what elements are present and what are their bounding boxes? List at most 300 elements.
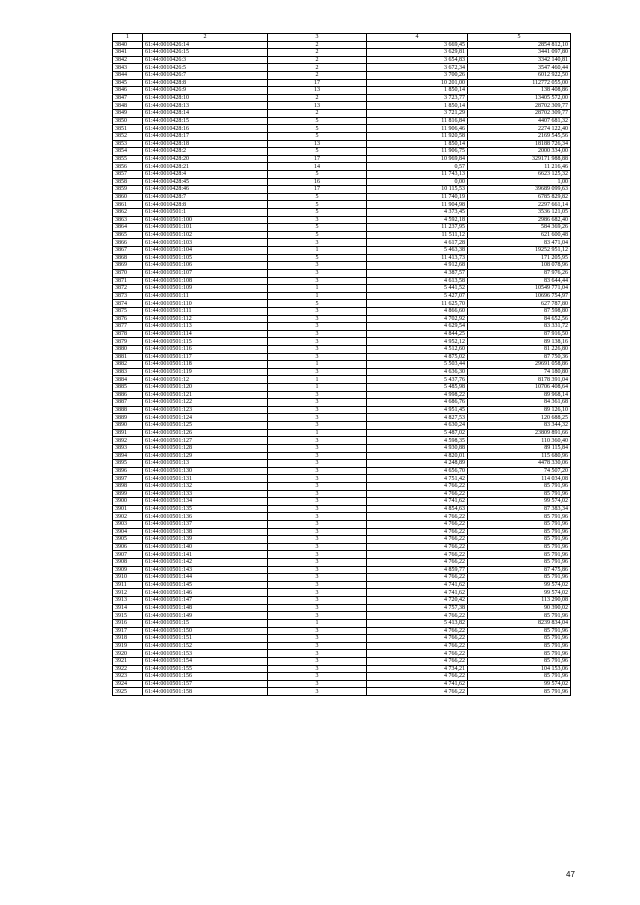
table-cell: 4 766,22 bbox=[367, 543, 468, 551]
table-row bbox=[113, 673, 571, 681]
table-cell: 108 078,96 bbox=[468, 262, 571, 270]
table-cell: 61:44:0010501:110 bbox=[143, 300, 268, 308]
table-cell: 6785 829,82 bbox=[468, 193, 571, 201]
table-cell: 16 bbox=[268, 178, 367, 186]
table-cell: 10696 754,97 bbox=[468, 292, 571, 300]
table-cell: 3915 bbox=[113, 612, 143, 620]
table-cell: 4 512,60 bbox=[367, 345, 468, 353]
table-cell: 4 757,38 bbox=[367, 604, 468, 612]
table-cell: 61:44:0010428:13 bbox=[143, 102, 268, 110]
table-cell: 61:44:0010428:2 bbox=[143, 148, 268, 156]
table-cell: 4 998,22 bbox=[367, 391, 468, 399]
table-cell: 61:44:0010501:11 bbox=[143, 292, 268, 300]
table-cell: 3 bbox=[268, 368, 367, 376]
table-cell: 83 471,04 bbox=[468, 239, 571, 247]
table-cell: 329171 988,88 bbox=[468, 155, 571, 163]
table-cell: 61:44:0010501:150 bbox=[143, 627, 268, 635]
table-row bbox=[113, 604, 571, 612]
table-cell: 5 503,44 bbox=[367, 361, 468, 369]
table-cell: 3 bbox=[268, 269, 367, 277]
table-row bbox=[113, 574, 571, 582]
table-row bbox=[113, 148, 571, 156]
table-cell: 3 bbox=[268, 635, 367, 643]
table-cell: 3886 bbox=[113, 391, 143, 399]
table-cell: 74 180,80 bbox=[468, 368, 571, 376]
table-cell: 3 bbox=[268, 239, 367, 247]
table-cell: 61:44:0010501:145 bbox=[143, 581, 268, 589]
table-row bbox=[113, 110, 571, 118]
table-cell: 85 791,96 bbox=[468, 536, 571, 544]
table-cell: 3 669,45 bbox=[367, 41, 468, 49]
table-cell: 4 827,53 bbox=[367, 414, 468, 422]
table-row bbox=[113, 384, 571, 392]
table-cell: 8239 834,04 bbox=[468, 619, 571, 627]
table-cell: 3 bbox=[268, 406, 367, 414]
table-cell: 3 bbox=[268, 551, 367, 559]
table-cell: 3 bbox=[268, 482, 367, 490]
table-cell: 61:44:0010426:7 bbox=[143, 72, 268, 80]
table-row bbox=[113, 406, 571, 414]
table-row bbox=[113, 429, 571, 437]
table-cell: 3 672,34 bbox=[367, 64, 468, 72]
table-cell: 3 bbox=[268, 505, 367, 513]
table-cell: 5 bbox=[268, 254, 367, 262]
table-cell: 4 373,45 bbox=[367, 209, 468, 217]
table-cell: 3 bbox=[268, 467, 367, 475]
table-cell: 11 816,84 bbox=[367, 117, 468, 125]
table-row bbox=[113, 460, 571, 468]
table-cell: 10706 408,64 bbox=[468, 384, 571, 392]
table-cell: 584 369,26 bbox=[468, 224, 571, 232]
table-row bbox=[113, 140, 571, 148]
table-cell: 4 248,89 bbox=[367, 460, 468, 468]
table-cell: 61:44:0010501:101 bbox=[143, 224, 268, 232]
table-cell: 4 766,22 bbox=[367, 627, 468, 635]
table-row bbox=[113, 589, 571, 597]
table-cell: 83 344,32 bbox=[468, 422, 571, 430]
table-cell: 4 952,12 bbox=[367, 338, 468, 346]
table-cell: 3 bbox=[268, 422, 367, 430]
table-cell: 3917 bbox=[113, 627, 143, 635]
table-cell: 3904 bbox=[113, 528, 143, 536]
table-cell: 11 237,95 bbox=[367, 224, 468, 232]
table-cell: 3855 bbox=[113, 155, 143, 163]
table-cell: 3874 bbox=[113, 300, 143, 308]
table-cell: 89 115,84 bbox=[468, 444, 571, 452]
table-cell: 3 bbox=[268, 543, 367, 551]
table-cell: 13 bbox=[268, 140, 367, 148]
table-cell: 3912 bbox=[113, 589, 143, 597]
table-cell: 3859 bbox=[113, 186, 143, 194]
table-cell: 3 bbox=[268, 391, 367, 399]
table-cell: 61:44:0010501:123 bbox=[143, 406, 268, 414]
table-cell: 6012 922,50 bbox=[468, 72, 571, 80]
table-row bbox=[113, 345, 571, 353]
table-cell: 11 625,70 bbox=[367, 300, 468, 308]
table-row bbox=[113, 498, 571, 506]
table-cell: 61:44:0010501:134 bbox=[143, 498, 268, 506]
table-cell: 3 bbox=[268, 444, 367, 452]
table-row bbox=[113, 612, 571, 620]
table-cell: 87 976,26 bbox=[468, 269, 571, 277]
table-cell: 5 441,52 bbox=[367, 285, 468, 293]
table-cell: 89 138,16 bbox=[468, 338, 571, 346]
table-cell: 5 437,76 bbox=[367, 376, 468, 384]
table-cell: 3910 bbox=[113, 574, 143, 582]
table-cell: 3843 bbox=[113, 64, 143, 72]
table-cell: 3895 bbox=[113, 460, 143, 468]
table-cell: 4 844,25 bbox=[367, 330, 468, 338]
table-cell: 3896 bbox=[113, 467, 143, 475]
table-row bbox=[113, 505, 571, 513]
table-cell: 11 906,46 bbox=[367, 125, 468, 133]
table-cell: 85 791,96 bbox=[468, 528, 571, 536]
table-cell: 61:44:0010501:147 bbox=[143, 597, 268, 605]
table-cell: 61:44:0010501:130 bbox=[143, 467, 268, 475]
table-row bbox=[113, 224, 571, 232]
table-cell: 61:44:0010501:142 bbox=[143, 559, 268, 567]
table-cell: 3 bbox=[268, 612, 367, 620]
table-cell: 61:44:0010501:105 bbox=[143, 254, 268, 262]
table-cell: 3866 bbox=[113, 239, 143, 247]
table-cell: 3441 097,80 bbox=[468, 49, 571, 57]
table-row bbox=[113, 56, 571, 64]
table-cell: 85 791,96 bbox=[468, 627, 571, 635]
table-cell: 8178 391,04 bbox=[468, 376, 571, 384]
table-row bbox=[113, 323, 571, 331]
table-cell: 3883 bbox=[113, 368, 143, 376]
table-row bbox=[113, 361, 571, 369]
table-cell: 3847 bbox=[113, 94, 143, 102]
table-cell: 3846 bbox=[113, 87, 143, 95]
table-row bbox=[113, 132, 571, 140]
table-cell: 3 bbox=[268, 216, 367, 224]
table-cell: 61:44:0010428:21 bbox=[143, 163, 268, 171]
page-number: 47 bbox=[566, 870, 575, 879]
table-cell: 2 bbox=[268, 110, 367, 118]
table-row bbox=[113, 482, 571, 490]
table-cell: 3 700,26 bbox=[367, 72, 468, 80]
table-cell: 3913 bbox=[113, 597, 143, 605]
table-cell: 3863 bbox=[113, 216, 143, 224]
table-cell: 4 766,22 bbox=[367, 688, 468, 696]
table-cell: 4 741,62 bbox=[367, 581, 468, 589]
table-cell: 61:44:0010501:118 bbox=[143, 361, 268, 369]
table-row bbox=[113, 559, 571, 567]
table-cell: 110 360,40 bbox=[468, 437, 571, 445]
table-cell: 11 904,98 bbox=[367, 201, 468, 209]
table-cell: 61:44:0010426:3 bbox=[143, 56, 268, 64]
table-cell: 61:44:0010501:132 bbox=[143, 482, 268, 490]
table-cell: 81 226,80 bbox=[468, 345, 571, 353]
table-cell: 3876 bbox=[113, 315, 143, 323]
table-row bbox=[113, 543, 571, 551]
table-cell: 5 bbox=[268, 148, 367, 156]
column-header: 2 bbox=[143, 34, 268, 42]
table-cell: 3 bbox=[268, 452, 367, 460]
table-cell: 5 487,02 bbox=[367, 429, 468, 437]
table-cell: 89 126,10 bbox=[468, 406, 571, 414]
table-cell: 3 bbox=[268, 604, 367, 612]
table-cell: 4 875,02 bbox=[367, 353, 468, 361]
table-cell: 4 854,63 bbox=[367, 505, 468, 513]
table-cell: 3900 bbox=[113, 498, 143, 506]
table-cell: 3842 bbox=[113, 56, 143, 64]
table-cell: 3872 bbox=[113, 285, 143, 293]
table-cell: 3 bbox=[268, 330, 367, 338]
table-cell: 3919 bbox=[113, 642, 143, 650]
table-cell: 3 bbox=[268, 574, 367, 582]
table-cell: 3850 bbox=[113, 117, 143, 125]
table-cell: 61:44:0010501:156 bbox=[143, 673, 268, 681]
table-cell: 5 bbox=[268, 201, 367, 209]
table-cell: 61:44:0010501:157 bbox=[143, 680, 268, 688]
table-row bbox=[113, 79, 571, 87]
table-cell: 3 bbox=[268, 262, 367, 270]
table-cell: 621 600,48 bbox=[468, 231, 571, 239]
table-cell: 5 bbox=[268, 117, 367, 125]
table-cell: 3878 bbox=[113, 330, 143, 338]
table-cell: 5 bbox=[268, 132, 367, 140]
table-cell: 61:44:0010501:140 bbox=[143, 543, 268, 551]
table-cell: 3 bbox=[268, 521, 367, 529]
table-cell: 3 bbox=[268, 307, 367, 315]
table-cell: 3899 bbox=[113, 490, 143, 498]
table-cell: 3871 bbox=[113, 277, 143, 285]
table-row bbox=[113, 665, 571, 673]
table-cell: 3888 bbox=[113, 406, 143, 414]
table-cell: 3870 bbox=[113, 269, 143, 277]
table-cell: 61:44:0010428:7 bbox=[143, 193, 268, 201]
table-row bbox=[113, 155, 571, 163]
table-cell: 61:44:0010501:108 bbox=[143, 277, 268, 285]
table-cell: 17 bbox=[268, 155, 367, 163]
table-cell: 18188 726,34 bbox=[468, 140, 571, 148]
table-cell: 5 413,82 bbox=[367, 619, 468, 627]
table-cell: 83 644,44 bbox=[468, 277, 571, 285]
table-row bbox=[113, 399, 571, 407]
table-cell: 85 791,96 bbox=[468, 482, 571, 490]
table-cell: 5 463,38 bbox=[367, 247, 468, 255]
table-cell: 10549 771,04 bbox=[468, 285, 571, 293]
table-cell: 3840 bbox=[113, 41, 143, 49]
table-cell: 85 791,96 bbox=[468, 688, 571, 696]
table-cell: 61:44:0010428:15 bbox=[143, 117, 268, 125]
table-row bbox=[113, 680, 571, 688]
table-cell: 3880 bbox=[113, 345, 143, 353]
table-cell: 3342 140,81 bbox=[468, 56, 571, 64]
table-cell: 1 bbox=[268, 376, 367, 384]
table-cell: 3902 bbox=[113, 513, 143, 521]
table-cell: 2 bbox=[268, 94, 367, 102]
table-cell: 3890 bbox=[113, 422, 143, 430]
table-cell: 29691 058,86 bbox=[468, 361, 571, 369]
table-cell: 4478 330,06 bbox=[468, 460, 571, 468]
table-row bbox=[113, 376, 571, 384]
table-row bbox=[113, 422, 571, 430]
table-cell: 87 598,80 bbox=[468, 307, 571, 315]
table-cell: 2986 682,40 bbox=[468, 216, 571, 224]
table-cell: 2274 122,40 bbox=[468, 125, 571, 133]
table-row bbox=[113, 170, 571, 178]
table-cell: 4 766,22 bbox=[367, 612, 468, 620]
table-row bbox=[113, 650, 571, 658]
table-cell: 4 766,22 bbox=[367, 642, 468, 650]
table-cell: 2854 812,10 bbox=[468, 41, 571, 49]
column-header: 5 bbox=[468, 34, 571, 42]
table-row bbox=[113, 87, 571, 95]
table-cell: 61:44:0010428:8 bbox=[143, 201, 268, 209]
table-cell: 4 766,22 bbox=[367, 521, 468, 529]
table-row bbox=[113, 186, 571, 194]
table-row bbox=[113, 619, 571, 627]
table-cell: 3860 bbox=[113, 193, 143, 201]
table-cell: 85 791,96 bbox=[468, 551, 571, 559]
table-cell: 3858 bbox=[113, 178, 143, 186]
table-row bbox=[113, 521, 571, 529]
table-row bbox=[113, 292, 571, 300]
table-cell: 61:44:0010501:114 bbox=[143, 330, 268, 338]
table-cell: 3 bbox=[268, 399, 367, 407]
table-cell: 87 383,34 bbox=[468, 505, 571, 513]
table-cell: 61:44:0010501:125 bbox=[143, 422, 268, 430]
table-cell: 61:44:0010428:10 bbox=[143, 94, 268, 102]
cadastral-value-table bbox=[112, 33, 571, 696]
table-row bbox=[113, 277, 571, 285]
table-cell: 3 bbox=[268, 589, 367, 597]
table-row bbox=[113, 414, 571, 422]
table-cell: 4 766,22 bbox=[367, 574, 468, 582]
table-cell: 3851 bbox=[113, 125, 143, 133]
table-cell: 4 820,01 bbox=[367, 452, 468, 460]
table-cell: 3877 bbox=[113, 323, 143, 331]
column-header: 1 bbox=[113, 34, 143, 42]
table-cell: 61:44:0010501:103 bbox=[143, 239, 268, 247]
table-cell: 17 bbox=[268, 79, 367, 87]
table-cell: 1 850,14 bbox=[367, 87, 468, 95]
table-row bbox=[113, 536, 571, 544]
table-row bbox=[113, 163, 571, 171]
table-cell: 89 968,14 bbox=[468, 391, 571, 399]
table-cell: 99 574,02 bbox=[468, 498, 571, 506]
table-cell: 4 766,22 bbox=[367, 635, 468, 643]
table-cell: 39689 099,63 bbox=[468, 186, 571, 194]
table-cell: 61:44:0010501:13 bbox=[143, 460, 268, 468]
table-cell: 4 741,62 bbox=[367, 589, 468, 597]
table-cell: 85 791,96 bbox=[468, 635, 571, 643]
table-cell: 61:44:0010501:126 bbox=[143, 429, 268, 437]
table-cell: 1 bbox=[268, 292, 367, 300]
table-cell: 3845 bbox=[113, 79, 143, 87]
table-cell: 3905 bbox=[113, 536, 143, 544]
table-cell: 3923 bbox=[113, 673, 143, 681]
table-cell: 3884 bbox=[113, 376, 143, 384]
table-cell: 3924 bbox=[113, 680, 143, 688]
table-cell: 61:44:0010428:18 bbox=[143, 140, 268, 148]
table-row bbox=[113, 353, 571, 361]
table-cell: 4 387,57 bbox=[367, 269, 468, 277]
table-row bbox=[113, 201, 571, 209]
table-cell: 61:44:0010501:128 bbox=[143, 444, 268, 452]
table-row bbox=[113, 300, 571, 308]
table-cell: 3875 bbox=[113, 307, 143, 315]
table-cell: 17 bbox=[268, 186, 367, 194]
table-cell: 61:44:0010501:155 bbox=[143, 665, 268, 673]
table-cell: 2000 334,00 bbox=[468, 148, 571, 156]
table-cell: 61:44:0010501:146 bbox=[143, 589, 268, 597]
table-cell: 85 791,96 bbox=[468, 642, 571, 650]
table-cell: 3 bbox=[268, 475, 367, 483]
table-cell: 61:44:0010426:15 bbox=[143, 49, 268, 57]
table-cell: 61:44:0010501:136 bbox=[143, 513, 268, 521]
table-cell: 120 688,25 bbox=[468, 414, 571, 422]
header-row bbox=[113, 34, 571, 42]
table-row bbox=[113, 528, 571, 536]
table-row bbox=[113, 597, 571, 605]
table-cell: 171 205,95 bbox=[468, 254, 571, 262]
table-cell: 10 969,84 bbox=[367, 155, 468, 163]
table-cell: 6623 125,32 bbox=[468, 170, 571, 178]
table-cell: 99 574,02 bbox=[468, 589, 571, 597]
table-cell: 112772 055,00 bbox=[468, 79, 571, 87]
table-cell: 3 bbox=[268, 277, 367, 285]
table-row bbox=[113, 475, 571, 483]
table-cell: 4 766,22 bbox=[367, 650, 468, 658]
table-cell: 61:44:0010501:117 bbox=[143, 353, 268, 361]
table-cell: 2297 661,14 bbox=[468, 201, 571, 209]
table-cell: 3893 bbox=[113, 444, 143, 452]
table-cell: 61:44:0010501:124 bbox=[143, 414, 268, 422]
table-cell: 3861 bbox=[113, 201, 143, 209]
table-cell: 4 766,22 bbox=[367, 513, 468, 521]
table-cell: 4 720,42 bbox=[367, 597, 468, 605]
table-cell: 61:44:0010501:151 bbox=[143, 635, 268, 643]
table-cell: 61:44:0010501:149 bbox=[143, 612, 268, 620]
table-row bbox=[113, 551, 571, 559]
table-cell: 104 153,06 bbox=[468, 665, 571, 673]
table-row bbox=[113, 269, 571, 277]
table-cell: 2 bbox=[268, 41, 367, 49]
table-cell: 4 636,30 bbox=[367, 368, 468, 376]
table-cell: 13405 572,00 bbox=[468, 94, 571, 102]
table-cell: 0,57 bbox=[367, 163, 468, 171]
table-cell: 3536 121,05 bbox=[468, 209, 571, 217]
table-cell: 61:44:0010426:5 bbox=[143, 64, 268, 72]
table-cell: 99 574,02 bbox=[468, 581, 571, 589]
table-cell: 3865 bbox=[113, 231, 143, 239]
table-cell: 4 734,21 bbox=[367, 665, 468, 673]
table-row bbox=[113, 49, 571, 57]
table-cell: 1 bbox=[268, 285, 367, 293]
table-row bbox=[113, 315, 571, 323]
table-cell: 3 bbox=[268, 345, 367, 353]
table-cell: 83 331,72 bbox=[468, 323, 571, 331]
table-cell: 3891 bbox=[113, 429, 143, 437]
table-cell: 99 574,02 bbox=[468, 680, 571, 688]
table-cell: 85 791,96 bbox=[468, 521, 571, 529]
table-cell: 61:44:0010501:143 bbox=[143, 566, 268, 574]
table-cell: 2 bbox=[268, 64, 367, 72]
table-cell: 11 216,46 bbox=[468, 163, 571, 171]
table-row bbox=[113, 72, 571, 80]
table-cell: 4 951,45 bbox=[367, 406, 468, 414]
table-cell: 61:44:0010428:20 bbox=[143, 155, 268, 163]
table-cell: 85 791,96 bbox=[468, 559, 571, 567]
table-cell: 3 bbox=[268, 665, 367, 673]
table-cell: 87 750,36 bbox=[468, 353, 571, 361]
table-cell: 61:44:0010501:1 bbox=[143, 209, 268, 217]
table-cell: 3841 bbox=[113, 49, 143, 57]
